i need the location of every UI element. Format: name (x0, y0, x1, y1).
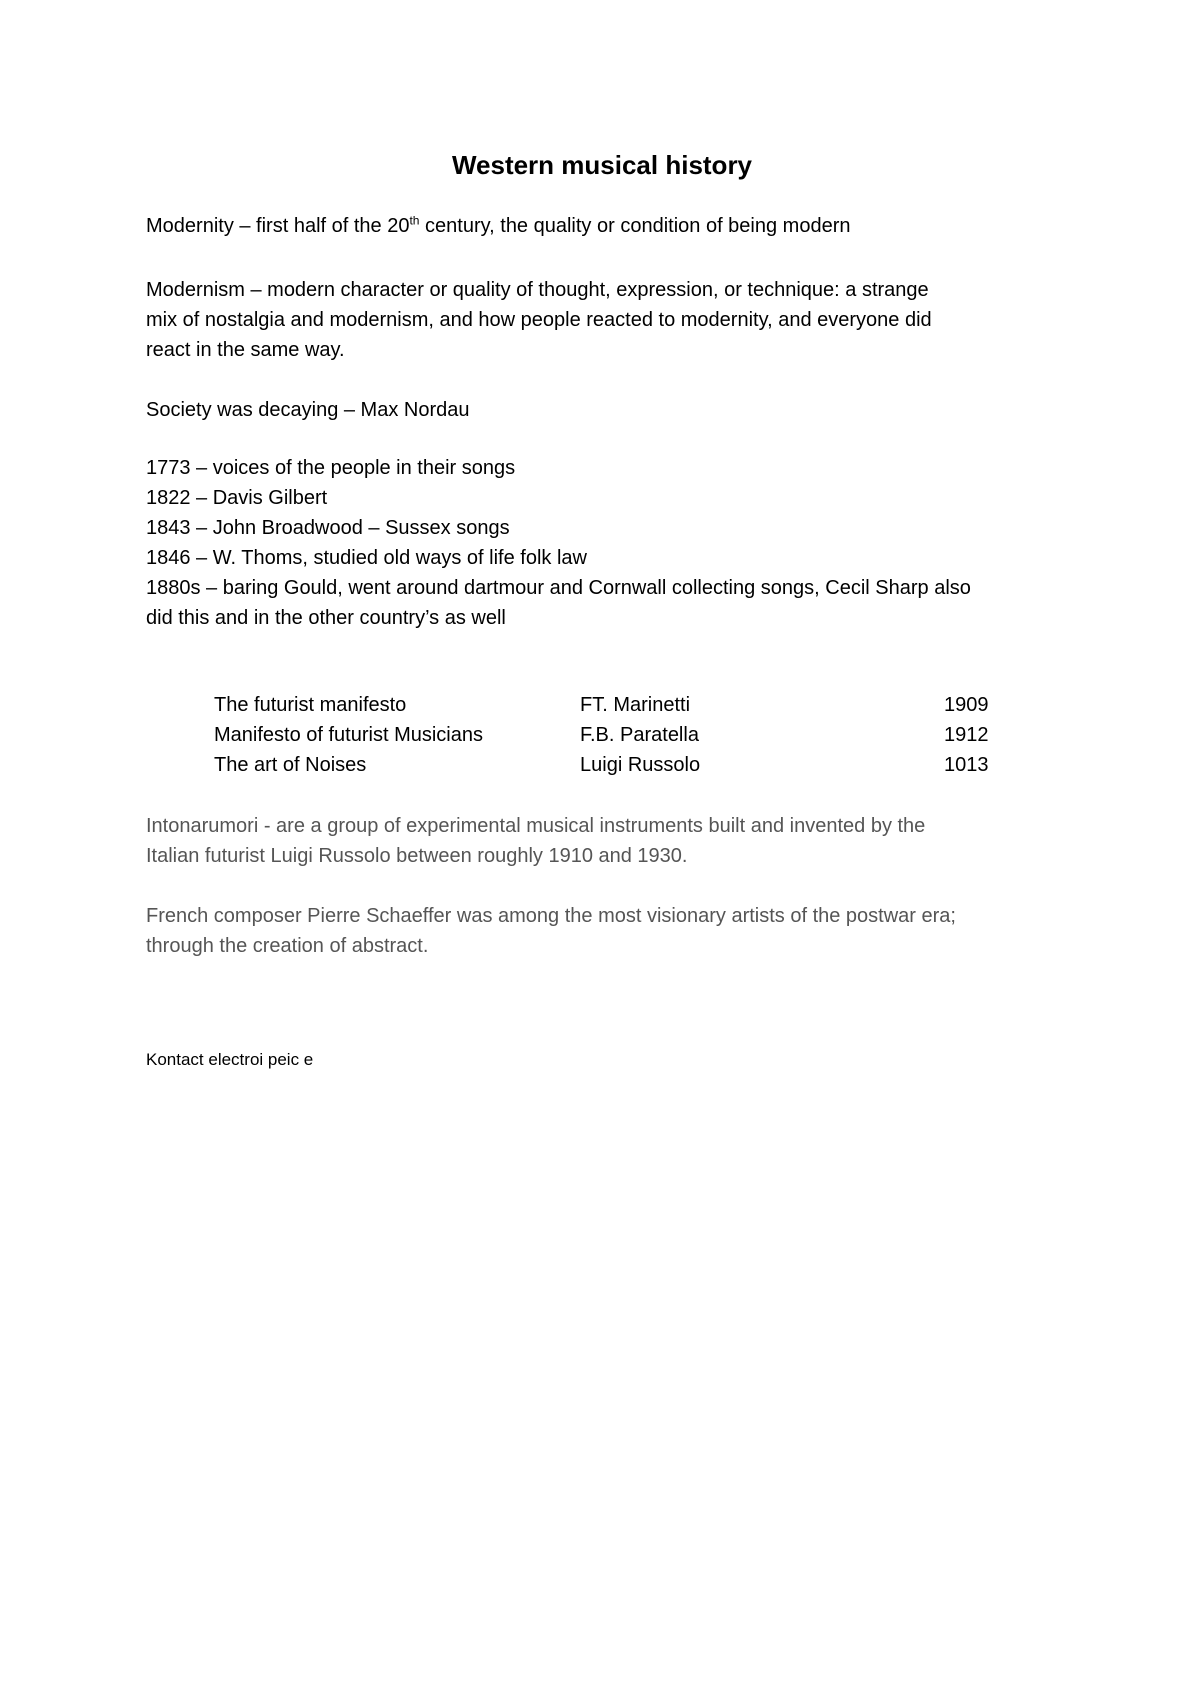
timeline-item: 1822 – Davis Gilbert (146, 487, 328, 509)
timeline-item: 1846 – W. Thoms, studied old ways of life folk law (146, 547, 587, 569)
intonarumori-line: Intonarumori - are a group of experimental musical instruments built and invented by the (146, 815, 926, 837)
modernity-text-start: Modernity – first half of the 20 (146, 215, 410, 237)
work-title: Manifesto of futurist Musicians (214, 724, 483, 746)
work-year: 1912 (944, 724, 989, 746)
modernism-line: react in the same way. (146, 339, 345, 361)
society-paragraph: Society was decaying – Max Nordau (146, 399, 470, 421)
schaeffer-paragraph (146, 901, 1066, 961)
footer-note: Kontact electroi peic e (146, 1050, 314, 1069)
works-row (214, 750, 1074, 780)
modernity-paragraph (146, 211, 1066, 241)
timeline-item: 1773 – voices of the people in their songs (146, 457, 516, 479)
modernity-superscript: th (409, 213, 420, 228)
work-year: 1013 (944, 754, 989, 776)
schaeffer-line: French composer Pierre Schaeffer was among the most visionary artists of the postwar era; (146, 905, 956, 927)
futurist-works-table (214, 690, 1074, 780)
intonarumori-line: Italian futurist Luigi Russolo between roughly 1910 and 1930. (146, 845, 688, 867)
work-title: The futurist manifesto (214, 694, 407, 716)
work-title: The art of Noises (214, 754, 367, 776)
work-year: 1909 (944, 694, 989, 716)
work-author: FT. Marinetti (580, 694, 691, 716)
modernism-paragraph (146, 275, 1066, 365)
intonarumori-paragraph (146, 811, 1066, 871)
timeline-item: did this and in the other country’s as well (146, 607, 506, 629)
timeline-list (146, 453, 1066, 633)
works-row (214, 720, 1074, 750)
document-title: Western musical history (451, 150, 753, 180)
schaeffer-line: through the creation of abstract. (146, 935, 429, 957)
work-author: F.B. Paratella (580, 724, 699, 746)
works-row (214, 690, 1074, 720)
modernism-line: Modernism – modern character or quality of thought, expression, or technique: a strange (146, 279, 929, 301)
modernism-line: mix of nostalgia and modernism, and how people reacted to modernity, and everyone did (146, 309, 932, 331)
modernity-text-end: century, the quality or condition of being modern (419, 215, 851, 237)
work-author: Luigi Russolo (580, 754, 701, 776)
timeline-item: 1843 – John Broadwood – Sussex songs (146, 517, 510, 539)
timeline-item: 1880s – baring Gould, went around dartmour and Cornwall collecting songs, Cecil Sharp also (146, 577, 971, 599)
